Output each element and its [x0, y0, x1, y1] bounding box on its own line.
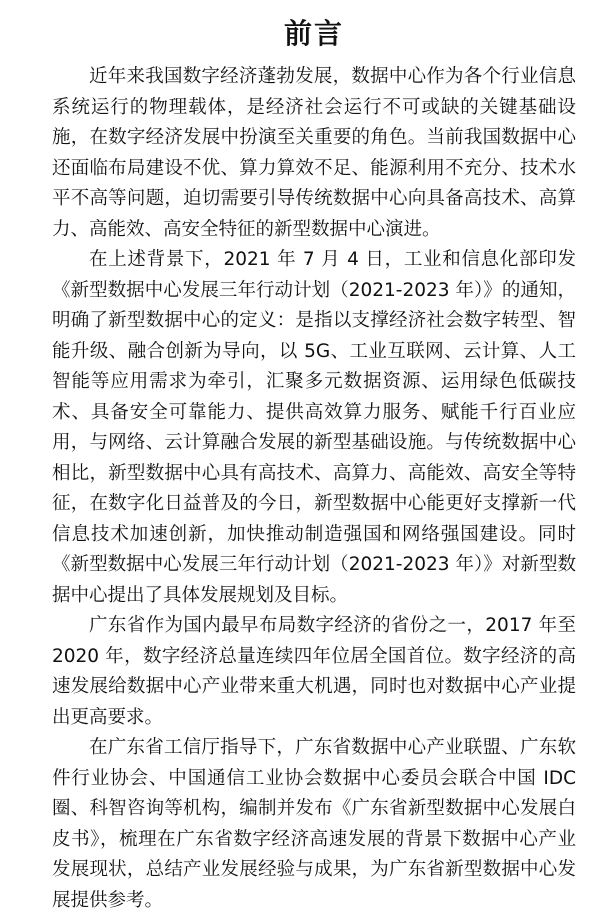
- paragraph-2: 在上述背景下，2021 年 7 月 4 日，工业和信息化部印发《新型数据中心发展三年行动计划（2021-2023 年）》的通知，明确了新型数据中心的定义：是指以支撑经济社会数字转型、智能升级、融合创新为导向，以 5G、工业互联网、云计算、人工智能等应用需求为牵引，汇聚多元数据资源、运用绿色低碳技术、具备安全可靠能力、提供高效算力服务、赋能千行百业应用，与网络、云计算融合发展的新型基础设施。与传统数据中心相比，新型数据中心具有高技术、高算力、高能效、高安全等特征，在数字化日益普及的今日，新型数据中心能更好支撑新一代信息技术加速创新，加快推动制造强国和网络强国建设。同时《新型数据中心发展三年行动计划（2021-2023 年）》对新型数据中心提出了具体发展规划及目标。: [52, 249, 576, 606]
- paragraph-3: 广东省作为国内最早布局数字经济的省份之一，2017 年至 2020 年，数字经济总量连续四年位居全国首位。数字经济的高速发展给数据中心产业带来重大机遇，同时也对数据中心产业提出更高要求。: [52, 615, 576, 728]
- paragraph-1: 近年来我国数字经济蓬勃发展，数据中心作为各个行业信息系统运行的物理载体，是经济社会运行不可或缺的关键基础设施，在数字经济发展中扮演至关重要的角色。当前我国数据中心还面临布局建设不优、算力算效不足、能源利用不充分、技术水平不高等问题，迫切需要引导传统数据中心向具备高技术、高算力、高能效、高安全特征的新型数据中心演进。: [52, 66, 576, 240]
- page-title: 前言: [283, 17, 344, 50]
- paragraph-4: 在广东省工信厅指导下，广东省数据中心产业联盟、广东软件行业协会、中国通信工业协会数据中心委员会联合中国 IDC 圈、科智咨询等机构，编制并发布《广东省新型数据中心发展白皮书》，梳理在广东省数字经济高速发展的背景下数据中心产业发展现状，总结产业发展经验与成果，为广东省新型数据中心发展提供参考。: [52, 737, 576, 911]
